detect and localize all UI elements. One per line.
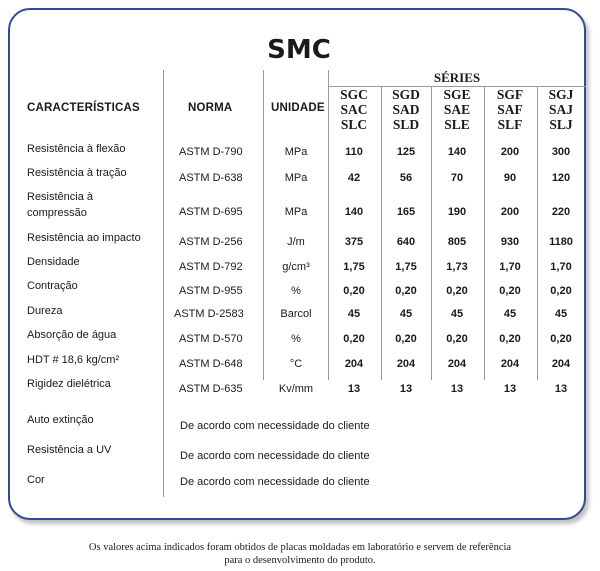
row-caracteristica-cont: compressão [27, 207, 87, 219]
row-value: 0,20 [550, 285, 572, 297]
series-column-header [432, 87, 482, 132]
divider-norma [163, 70, 164, 497]
footnote [0, 541, 600, 567]
series-code: SGF [496, 87, 524, 102]
row-caracteristica: Cor [27, 474, 45, 486]
table-title: SMC [267, 35, 331, 65]
row-value: 0,20 [446, 333, 468, 345]
row-value: 45 [399, 308, 413, 320]
row-value: 0,20 [550, 333, 572, 345]
series-code: SGJ [548, 87, 574, 102]
row-caracteristica: Resistência à flexão [27, 143, 126, 155]
row-norma: ASTM D-955 [179, 285, 243, 297]
footnote-line-1: Os valores acima indicados foram obtidos de placas moldadas em laboratório e servem de referência [88, 542, 512, 553]
row-value: 204 [344, 358, 364, 370]
row-value: 1,70 [499, 261, 521, 273]
series-column-header [536, 87, 586, 132]
row-value: 805 [447, 236, 467, 248]
row-value: 45 [554, 308, 568, 320]
row-value: 0,20 [499, 285, 521, 297]
series-column-header [485, 87, 535, 132]
row-unidade: % [291, 285, 301, 297]
row-value: 300 [551, 146, 571, 158]
series-code: SGC [340, 87, 368, 102]
row-unidade: g/cm³ [282, 261, 310, 273]
series-code: SLE [444, 117, 470, 132]
row-value: 45 [450, 308, 464, 320]
row-value: 13 [347, 383, 361, 395]
row-value: 140 [447, 146, 467, 158]
row-unidade: °C [289, 358, 303, 370]
row-value: 140 [344, 206, 364, 218]
header-caracteristicas: CARACTERÍSTICAS [27, 102, 140, 114]
row-norma: ASTM D-792 [179, 261, 243, 273]
row-caracteristica: Dureza [27, 305, 63, 317]
series-code: SLD [392, 117, 420, 132]
row-value: 56 [399, 172, 413, 184]
footnote-line-2: para o desenvolvimento do produto. [224, 555, 376, 566]
row-value: 1,70 [550, 261, 572, 273]
row-note: De acordo com necessidade do cliente [180, 476, 370, 488]
row-caracteristica: Contração [27, 280, 78, 292]
series-code: SLJ [549, 117, 573, 132]
row-value: 190 [447, 206, 467, 218]
row-caracteristica: Resistência à tração [27, 167, 127, 179]
row-norma: ASTM D-256 [179, 236, 243, 248]
row-value: 45 [503, 308, 517, 320]
row-value: 1,75 [395, 261, 417, 273]
row-caracteristica: Resistência a UV [27, 444, 112, 456]
series-code: SAD [392, 102, 420, 117]
row-norma: ASTM D-2583 [174, 308, 244, 320]
row-unidade: J/m [287, 236, 305, 248]
series-code: SGE [443, 87, 471, 102]
row-value: 13 [399, 383, 413, 395]
row-value: 0,20 [343, 285, 365, 297]
row-value: 125 [396, 146, 416, 158]
header-unidade: UNIDADE [271, 102, 325, 114]
row-value: 640 [396, 236, 416, 248]
series-code: SAJ [548, 102, 573, 117]
row-norma: ASTM D-635 [179, 383, 243, 395]
series-code: SLC [340, 117, 368, 132]
row-value: 220 [551, 206, 571, 218]
row-value: 0,20 [499, 333, 521, 345]
row-value: 204 [447, 358, 467, 370]
series-code: SAE [443, 102, 471, 117]
series-code: SAF [497, 102, 523, 117]
row-caracteristica: Auto extinção [27, 414, 94, 426]
row-value: 165 [396, 206, 416, 218]
row-value: 0,20 [395, 285, 417, 297]
row-norma: ASTM D-570 [179, 333, 243, 345]
row-unidade: Barcol [280, 308, 312, 320]
row-value: 120 [551, 172, 571, 184]
series-column-header [381, 87, 431, 132]
row-value: 1180 [549, 236, 573, 248]
row-caracteristica: Densidade [27, 256, 80, 268]
row-norma: ASTM D-638 [179, 172, 243, 184]
row-value: 110 [345, 146, 363, 158]
series-column-header [329, 87, 379, 132]
row-value: 13 [554, 383, 568, 395]
row-value: 200 [500, 146, 520, 158]
smc-table-card [8, 8, 586, 520]
series-code: SGD [392, 87, 420, 102]
row-value: 204 [396, 358, 416, 370]
row-value: 13 [503, 383, 517, 395]
row-value: 90 [503, 172, 517, 184]
row-caracteristica: Rigidez dielétrica [27, 378, 111, 390]
row-norma: ASTM D-790 [179, 146, 243, 158]
row-unidade: MPa [284, 172, 308, 184]
header-series: SÉRIES [433, 70, 481, 85]
row-norma: ASTM D-648 [179, 358, 243, 370]
row-unidade: MPa [284, 206, 308, 218]
header-norma: NORMA [188, 102, 233, 114]
row-value: 930 [500, 236, 520, 248]
row-unidade: Kv/mm [278, 383, 314, 395]
row-value: 13 [450, 383, 464, 395]
row-note: De acordo com necessidade do cliente [180, 420, 370, 432]
row-value: 200 [500, 206, 520, 218]
row-unidade: MPa [284, 146, 308, 158]
row-caracteristica: Absorção de água [27, 329, 117, 341]
row-caracteristica: Resistência à [27, 191, 94, 203]
row-caracteristica: Resistência ao impacto [27, 232, 141, 244]
row-value: 45 [347, 308, 361, 320]
row-note: De acordo com necessidade do cliente [180, 450, 370, 462]
row-value: 42 [347, 172, 361, 184]
row-value: 0,20 [395, 333, 417, 345]
row-value: 204 [500, 358, 520, 370]
row-value: 0,20 [446, 285, 468, 297]
row-caracteristica: HDT # 18,6 kg/cm² [27, 354, 120, 366]
row-value: 1,75 [343, 261, 365, 273]
row-value: 204 [551, 358, 571, 370]
row-value: 375 [344, 236, 364, 248]
row-value: 70 [450, 172, 464, 184]
series-code: SLF [497, 117, 523, 132]
row-value: 1,73 [446, 261, 468, 273]
row-value: 0,20 [343, 333, 365, 345]
row-norma: ASTM D-695 [179, 206, 243, 218]
series-code: SAC [340, 102, 368, 117]
row-unidade: % [291, 333, 301, 345]
